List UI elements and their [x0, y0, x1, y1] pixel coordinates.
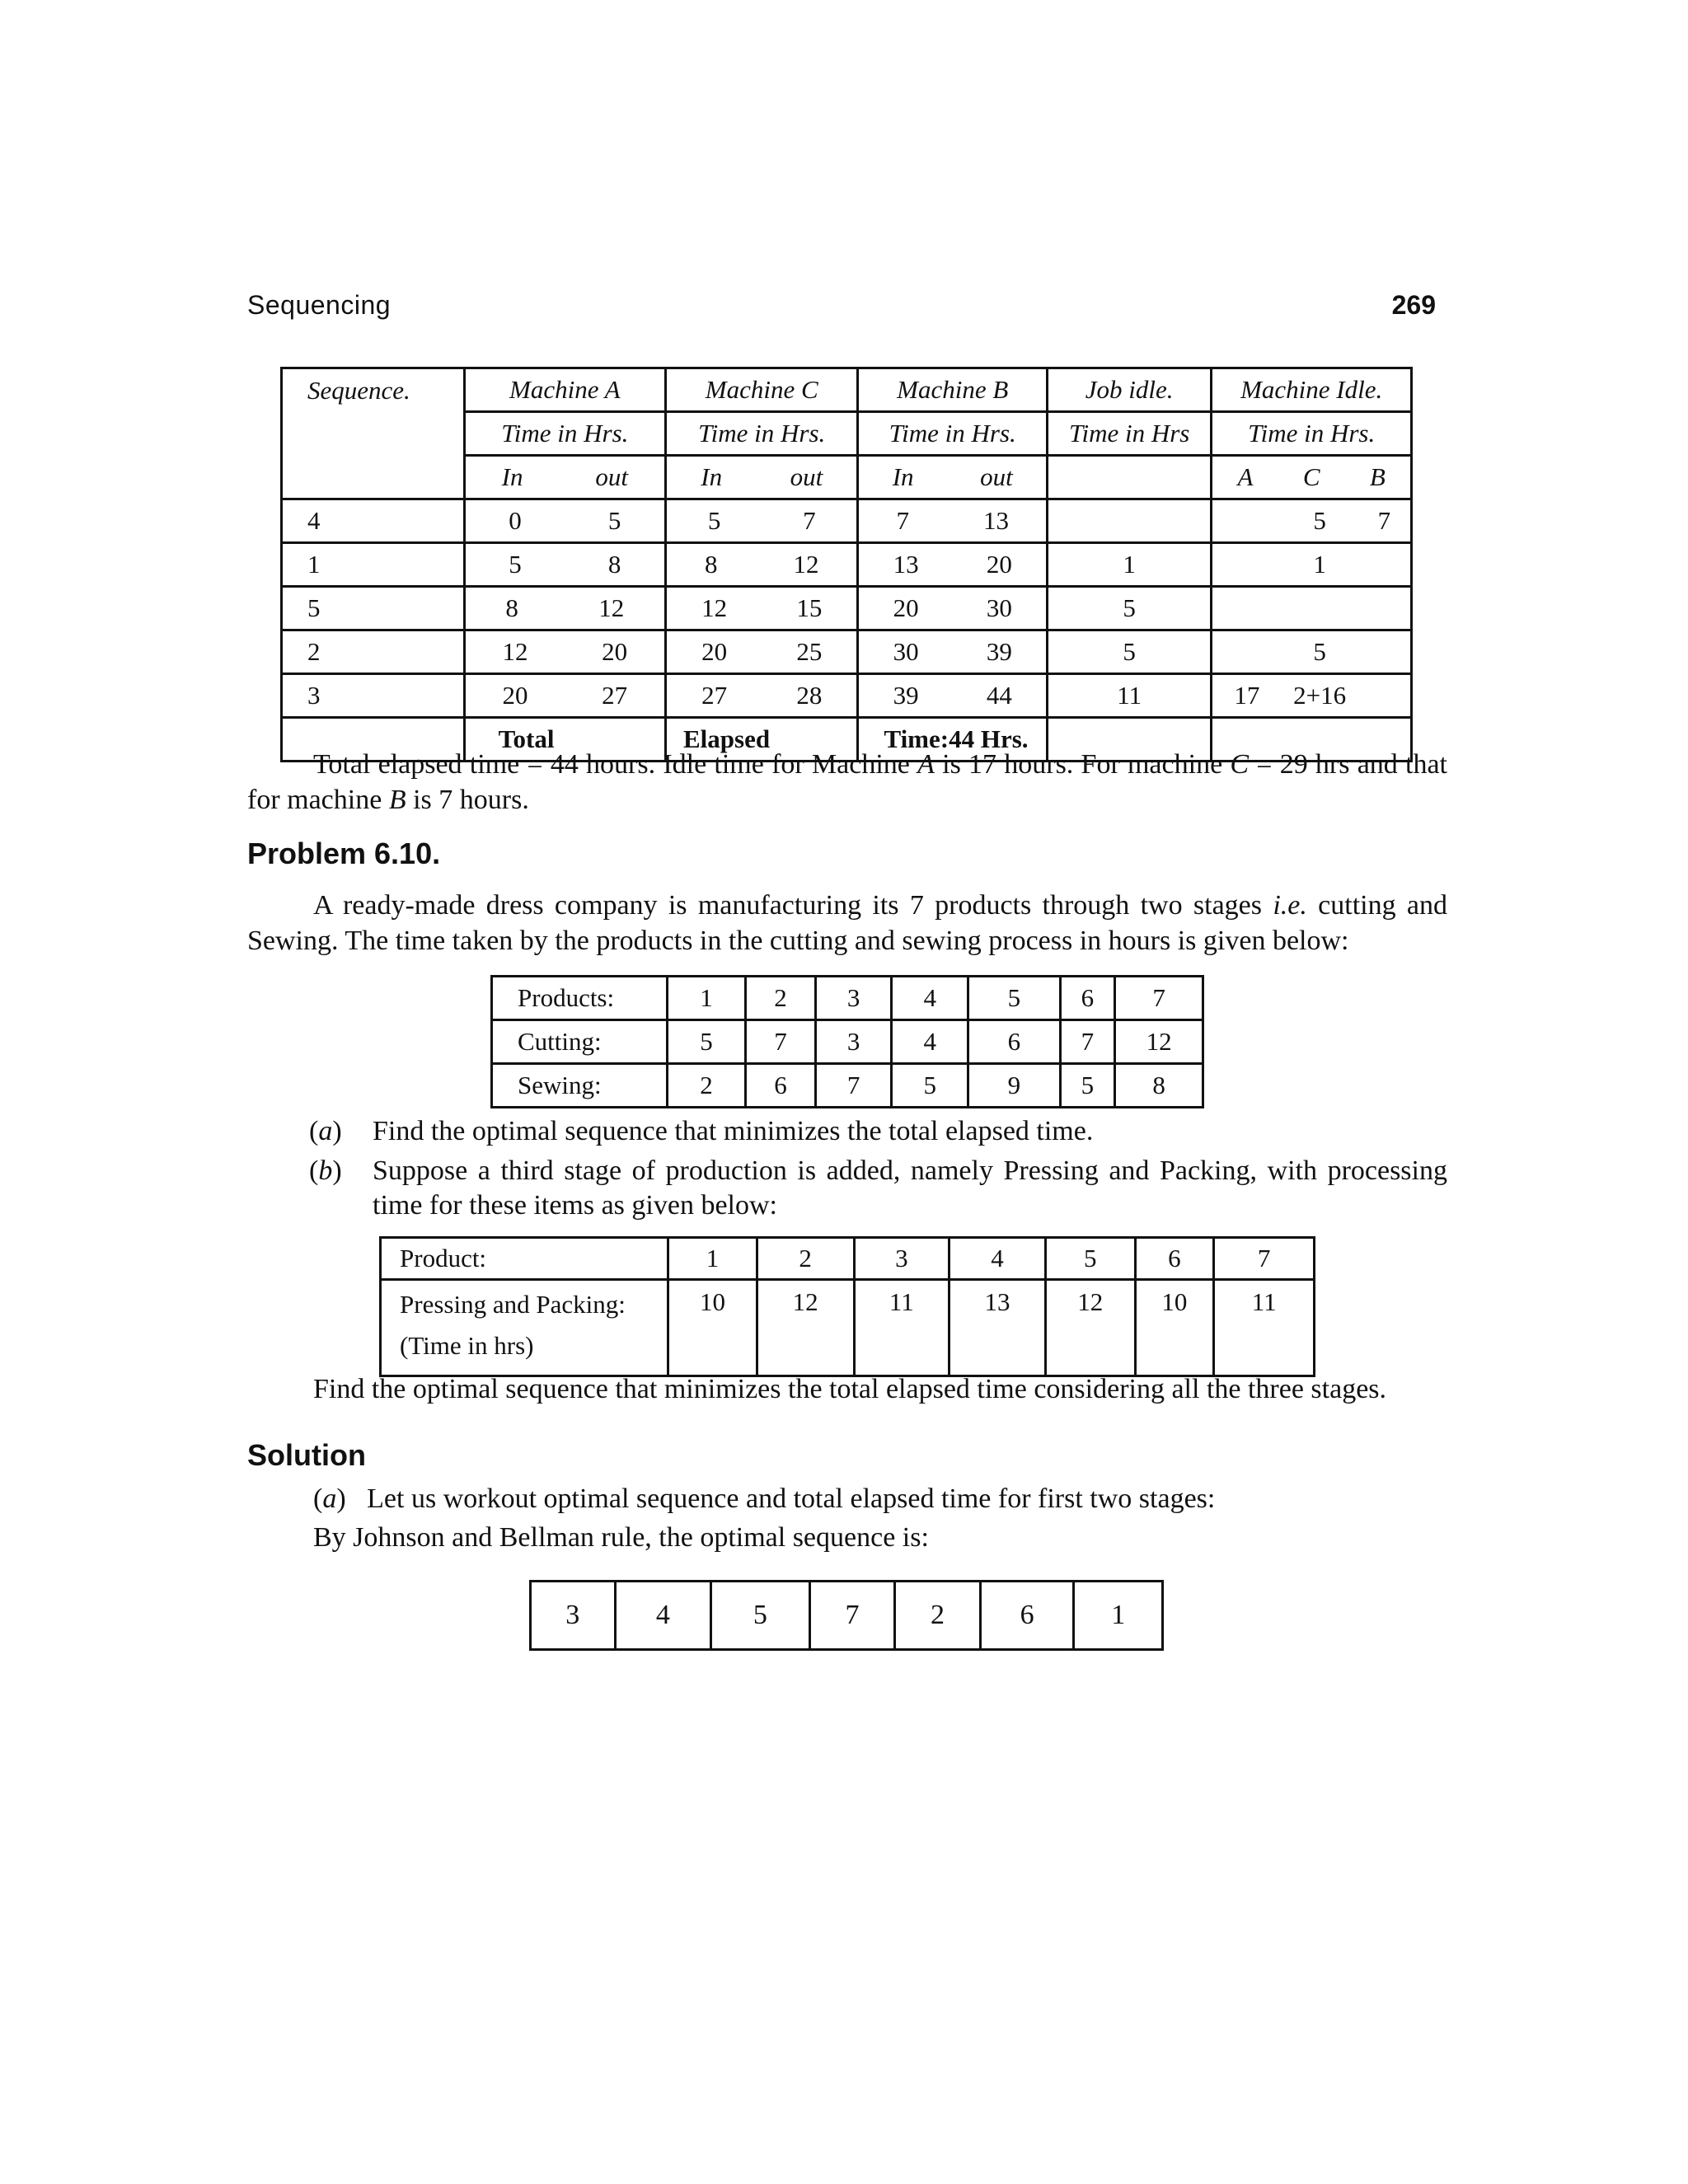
header-out: out: [595, 462, 629, 491]
sequence-job: 5: [282, 587, 465, 630]
sequence-job: 2: [282, 630, 465, 674]
job-idle-time: [1048, 499, 1212, 543]
product-table-row: [492, 977, 1203, 1020]
machine-c-times: 5 7: [666, 499, 858, 543]
sequence-job: 1: [282, 543, 465, 587]
pressing-time: 10: [668, 1280, 757, 1376]
pressing-sublabel: (Time in hrs): [400, 1331, 534, 1360]
product-number: 2: [757, 1238, 854, 1280]
header-time-a: Time in Hrs.: [464, 412, 665, 456]
sequence-row: [282, 543, 1412, 587]
header-sequence: Sequence.: [282, 368, 465, 412]
pressing-table: [379, 1236, 1315, 1377]
header-row-2: [282, 412, 1412, 456]
sequence-row: [282, 674, 1412, 718]
elapsed-summary: Total elapsed time = 44 hours. Idle time for Machine A is 17 hours. For machine C = 29 hrs and that for machine B is 7 hours.: [247, 749, 1448, 815]
header-out: out: [790, 462, 823, 491]
product-number: 6: [1135, 1238, 1214, 1280]
header-row-3: [282, 456, 1412, 499]
sequence-cell: 3: [531, 1582, 616, 1650]
table-cell: 7: [1115, 977, 1203, 1020]
sequence-cell: 1: [1074, 1582, 1163, 1650]
pressing-time: 11: [854, 1280, 950, 1376]
page-number: 269: [1391, 290, 1436, 320]
header-idle-a: A: [1237, 462, 1254, 491]
header-job-idle: Job idle.: [1048, 368, 1212, 412]
table-cell: 7: [815, 1064, 892, 1108]
machine-idle-times: 5 7: [1212, 499, 1412, 543]
pressing-product-row: [381, 1238, 1315, 1280]
job-idle-time: 5: [1048, 587, 1212, 630]
machine-b-times: 7 13: [858, 499, 1048, 543]
machine-b-times: 13 20: [858, 543, 1048, 587]
header-time-job: Time in Hrs: [1048, 412, 1212, 456]
sequence-job: 3: [282, 674, 465, 718]
table-cell: 7: [1060, 1020, 1115, 1064]
machine-a-times: 0 5: [464, 499, 665, 543]
machine-a-times: 5 8: [464, 543, 665, 587]
machine-idle-times: 1: [1212, 543, 1412, 587]
find-three-stage: Find the optimal sequence that minimizes the total elapsed time considering all the three stages.: [313, 1374, 1387, 1404]
pressing-time: 10: [1135, 1280, 1214, 1376]
sequence-cell: 6: [980, 1582, 1074, 1650]
table-cell: 5: [1060, 1064, 1115, 1108]
row-label: Products:: [492, 977, 668, 1020]
product-number: 1: [668, 1238, 757, 1280]
product-number: 4: [950, 1238, 1046, 1280]
machine-c-times: 27 28: [666, 674, 858, 718]
sequence-cell: 5: [711, 1582, 810, 1650]
sequence-job: 4: [282, 499, 465, 543]
pressing-time: 12: [1045, 1280, 1135, 1376]
product-table-row: [492, 1064, 1203, 1108]
machine-a-times: 8 12: [464, 587, 665, 630]
sequence-cell: 7: [809, 1582, 895, 1650]
pressing-values-row: [381, 1280, 1315, 1376]
problem-title: Problem 6.10.: [247, 837, 441, 870]
cutting-sewing-table: [490, 975, 1204, 1108]
machine-b-times: 39 44: [858, 674, 1048, 718]
footer-time: Time:44 Hrs.: [858, 718, 1048, 762]
sequence-table: [280, 367, 1413, 762]
header-in: In: [701, 462, 723, 491]
product-number: 7: [1214, 1238, 1315, 1280]
header-in: In: [501, 462, 523, 491]
table-cell: 5: [892, 1064, 968, 1108]
header-time-idle: Time in Hrs.: [1212, 412, 1412, 456]
product-label: Product:: [381, 1238, 668, 1280]
table-cell: 4: [892, 1020, 968, 1064]
job-idle-time: 5: [1048, 630, 1212, 674]
sequence-cell: 4: [615, 1582, 711, 1650]
table-cell: 6: [746, 1064, 816, 1108]
machine-a-times: 20 27: [464, 674, 665, 718]
row-label: Cutting:: [492, 1020, 668, 1064]
table-cell: 2: [746, 977, 816, 1020]
optimal-sequence-table: [529, 1580, 1164, 1651]
machine-c-times: 8 12: [666, 543, 858, 587]
row-label: Sewing:: [492, 1064, 668, 1108]
problem-statement: A ready-made dress company is manufacturing its 7 products through two stages i.e. cutting and Sewing. The time taken by the products in the cutting and sewing process in hours is given below:: [247, 890, 1447, 956]
table-cell: 6: [1060, 977, 1115, 1020]
pressing-label: Pressing and Packing:: [400, 1290, 626, 1319]
question-a: (a) Find the optimal sequence that minimizes the total elapsed time.: [309, 1116, 1094, 1146]
table-cell: 6: [968, 1020, 1061, 1064]
machine-idle-times: 17 2+16: [1212, 674, 1412, 718]
pressing-time: 13: [950, 1280, 1046, 1376]
product-table-row: [492, 1020, 1203, 1064]
header-row-1: [282, 368, 1412, 412]
machine-c-times: 12 15: [666, 587, 858, 630]
sequence-row: [282, 587, 1412, 630]
table-cell: 8: [1115, 1064, 1203, 1108]
product-number: 5: [1045, 1238, 1135, 1280]
table-cell: 3: [815, 1020, 892, 1064]
header-time-c: Time in Hrs.: [666, 412, 858, 456]
machine-idle-times: [1212, 587, 1412, 630]
job-idle-time: 1: [1048, 543, 1212, 587]
header-machine-b: Machine B: [858, 368, 1048, 412]
table-cell: 1: [667, 977, 746, 1020]
table-cell: 12: [1115, 1020, 1203, 1064]
sequence-cell: 2: [895, 1582, 981, 1650]
table-cell: 5: [968, 977, 1061, 1020]
question-b: (b) Suppose a third stage of production is added, namely Pressing and Packing, with processing time for these items as given below:: [309, 1155, 1447, 1221]
job-idle-time: 11: [1048, 674, 1212, 718]
footer-elapsed: Elapsed: [666, 718, 858, 762]
header-machine-c: Machine C: [666, 368, 858, 412]
solution-title: Solution: [247, 1438, 366, 1472]
header-idle-b: B: [1369, 462, 1386, 491]
table-cell: 4: [892, 977, 968, 1020]
pressing-time: 12: [757, 1280, 854, 1376]
solution-part-a: (a) Let us workout optimal sequence and total elapsed time for first two stages:: [313, 1483, 1216, 1514]
sequence-row: [282, 630, 1412, 674]
machine-b-times: 20 30: [858, 587, 1048, 630]
header-out: out: [980, 462, 1013, 491]
table-cell: 2: [667, 1064, 746, 1108]
header-time-b: Time in Hrs.: [858, 412, 1048, 456]
table-cell: 9: [968, 1064, 1061, 1108]
machine-c-times: 20 25: [666, 630, 858, 674]
footer-total: Total: [464, 718, 665, 762]
machine-b-times: 30 39: [858, 630, 1048, 674]
running-header: Sequencing: [247, 290, 392, 320]
header-machine-idle: Machine Idle.: [1212, 368, 1412, 412]
table-cell: 7: [746, 1020, 816, 1064]
sequence-row: [282, 499, 1412, 543]
header-idle-c: C: [1302, 462, 1320, 491]
machine-a-times: 12 20: [464, 630, 665, 674]
product-number: 3: [854, 1238, 950, 1280]
header-machine-a: Machine A: [464, 368, 665, 412]
table-cell: 3: [815, 977, 892, 1020]
pressing-time: 11: [1214, 1280, 1315, 1376]
table-cell: 5: [667, 1020, 746, 1064]
header-in: In: [892, 462, 914, 491]
optimal-sequence-row: [531, 1582, 1163, 1650]
machine-idle-times: 5: [1212, 630, 1412, 674]
johnson-rule-text: By Johnson and Bellman rule, the optimal sequence is:: [313, 1522, 929, 1553]
